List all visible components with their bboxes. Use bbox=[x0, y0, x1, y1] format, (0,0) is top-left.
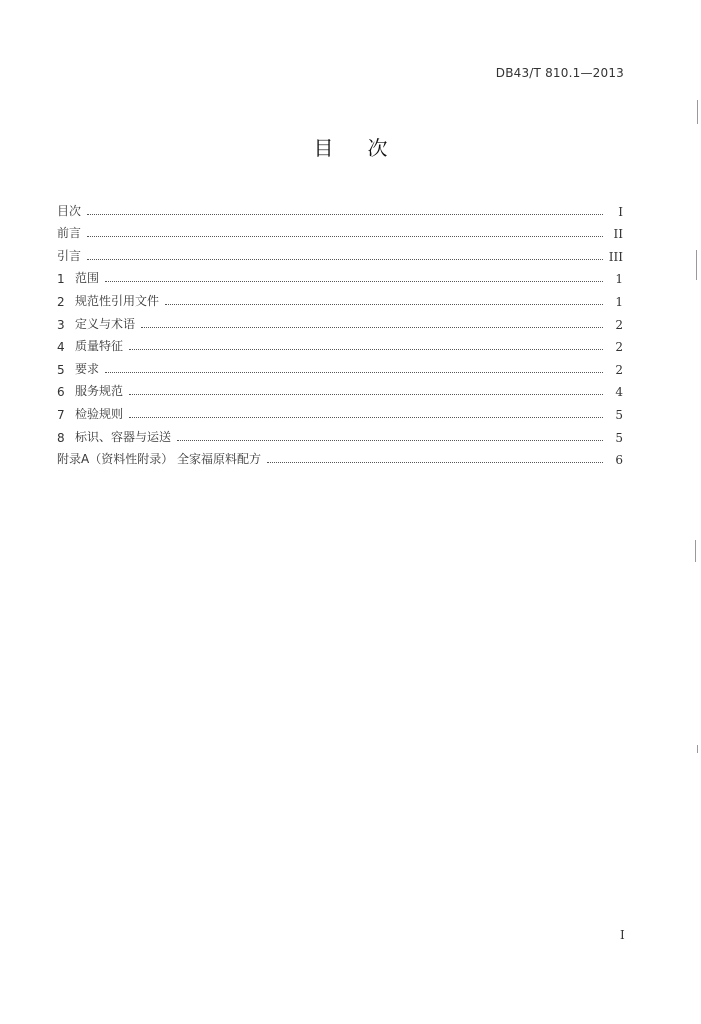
toc-entry-number: 4 bbox=[57, 340, 65, 355]
toc-entry-label: 定义与术语 bbox=[75, 316, 136, 331]
toc-page-number: III bbox=[608, 249, 623, 264]
dot-leader bbox=[141, 327, 603, 328]
toc-page-number: 1 bbox=[615, 294, 623, 309]
toc-page-number: 1 bbox=[615, 272, 623, 287]
scan-artifact bbox=[695, 540, 696, 562]
scan-artifact bbox=[696, 250, 697, 280]
toc-page-number: 5 bbox=[615, 407, 623, 422]
page-number: I bbox=[620, 928, 625, 942]
toc-entry-label: 前言 bbox=[57, 226, 82, 241]
dot-leader bbox=[87, 236, 603, 237]
toc-entry-definitions[interactable] bbox=[57, 309, 623, 332]
toc-entry-requirements[interactable] bbox=[57, 354, 623, 377]
toc-entry-number: 1 bbox=[57, 272, 65, 287]
dot-leader bbox=[87, 214, 603, 215]
toc-entry-label: 标识、容器与运送 bbox=[75, 429, 172, 444]
page-title: 目次 bbox=[313, 136, 422, 160]
toc-entry-label: 范围 bbox=[75, 271, 100, 286]
toc-entry-scope[interactable] bbox=[57, 264, 623, 287]
toc-entry-foreword[interactable] bbox=[57, 219, 623, 242]
dot-leader bbox=[267, 462, 603, 463]
scan-artifact bbox=[697, 100, 698, 124]
toc-entry-number: 6 bbox=[57, 385, 65, 400]
toc-entry-label: 质量特征 bbox=[75, 339, 124, 354]
dot-leader bbox=[129, 417, 603, 418]
toc-entry-number: 7 bbox=[57, 407, 65, 422]
toc-entry-normative-references[interactable] bbox=[57, 286, 623, 309]
table-of-contents bbox=[57, 196, 623, 467]
toc-entry-number: 3 bbox=[57, 317, 65, 332]
dot-leader bbox=[177, 440, 603, 441]
toc-page-number: 2 bbox=[615, 340, 623, 355]
toc-entry-quality-features[interactable] bbox=[57, 332, 623, 355]
toc-entry-label: 检验规则 bbox=[75, 406, 124, 421]
scan-artifact bbox=[697, 745, 698, 753]
toc-entry-number: 8 bbox=[57, 430, 65, 445]
toc-entry-label: 目次 bbox=[57, 203, 82, 218]
toc-page-number: II bbox=[613, 227, 623, 242]
dot-leader bbox=[165, 304, 603, 305]
toc-entry-label: 引言 bbox=[57, 248, 82, 263]
toc-page-number: 6 bbox=[615, 453, 623, 468]
toc-page-number: 4 bbox=[615, 385, 623, 400]
toc-entry-service-specification[interactable] bbox=[57, 377, 623, 400]
toc-page-number: 2 bbox=[615, 362, 623, 377]
toc-entry-appendix-a[interactable] bbox=[57, 445, 623, 468]
toc-entry-contents[interactable] bbox=[57, 196, 623, 219]
toc-entry-number: 5 bbox=[57, 362, 65, 377]
toc-page-number: I bbox=[618, 204, 623, 219]
document-number: DB43/T 810.1—2013 bbox=[495, 66, 624, 80]
toc-entry-number: 2 bbox=[57, 294, 65, 309]
dot-leader bbox=[87, 259, 603, 260]
toc-page-number: 2 bbox=[615, 317, 623, 332]
dot-leader bbox=[129, 394, 603, 395]
dot-leader bbox=[105, 372, 603, 373]
toc-entry-inspection-rules[interactable] bbox=[57, 399, 623, 422]
toc-entry-introduction[interactable] bbox=[57, 241, 623, 264]
toc-entry-label: 附录A（资料性附录） 全家福原料配方 bbox=[57, 452, 262, 467]
dot-leader bbox=[105, 281, 603, 282]
toc-entry-label: 服务规范 bbox=[75, 384, 124, 399]
dot-leader bbox=[129, 349, 603, 350]
toc-entry-labeling-containers[interactable] bbox=[57, 422, 623, 445]
toc-page-number: 5 bbox=[615, 430, 623, 445]
toc-entry-label: 规范性引用文件 bbox=[75, 293, 160, 308]
toc-entry-label: 要求 bbox=[75, 361, 100, 376]
